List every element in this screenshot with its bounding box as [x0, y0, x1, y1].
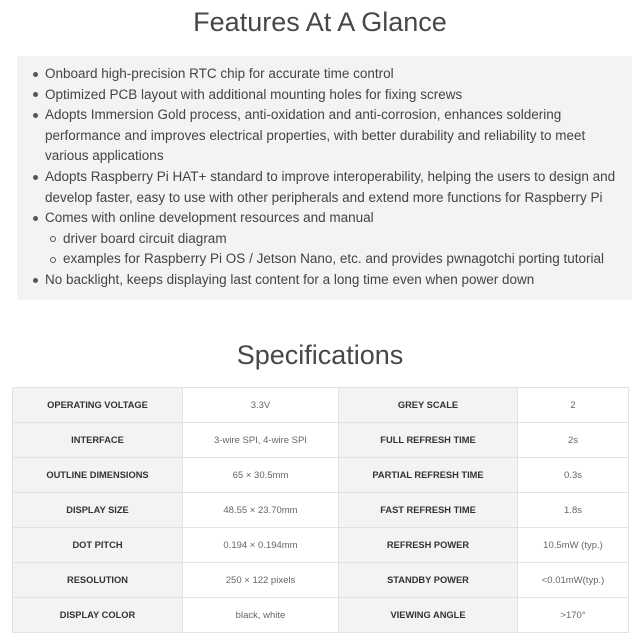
spec-value-right: >170° [518, 598, 629, 633]
spec-label-right: GREY SCALE [339, 388, 518, 423]
spec-value-right: <0.01mW(typ.) [518, 563, 629, 598]
feature-text: Optimized PCB layout with additional mounting holes for fixing screws [45, 86, 463, 102]
spec-value-right: 2s [518, 423, 629, 458]
feature-text: Onboard high-precision RTC chip for accurate time control [45, 66, 394, 81]
spec-value-left: 48.55 × 23.70mm [183, 493, 339, 528]
bullet-dot-icon [33, 278, 38, 283]
specifications-table [12, 387, 629, 633]
feature-subitem [63, 249, 625, 270]
spec-value-left: 3-wire SPI, 4-wire SPI [183, 423, 339, 458]
specifications-table-body [13, 388, 629, 633]
features-list [17, 64, 625, 291]
feature-subitem-text: examples for Raspberry Pi OS / Jetson Nano, etc. and provides pwnagotchi porting tutorial [63, 251, 605, 267]
spec-label-right: VIEWING ANGLE [339, 598, 518, 633]
spec-value-left: 3.3V [183, 388, 339, 423]
spec-value-left: 250 × 122 pixels [183, 563, 339, 598]
spec-value-right: 0.3s [518, 458, 629, 493]
feature-item [45, 270, 625, 291]
bullet-dot-icon [33, 175, 38, 180]
spec-label-left: RESOLUTION [13, 563, 183, 598]
spec-label-right: STANDBY POWER [339, 563, 518, 598]
bullet-dot-icon [33, 113, 38, 118]
feature-sublist [45, 229, 625, 270]
spec-label-right: FULL REFRESH TIME [339, 423, 518, 458]
features-heading: Features At A Glance [193, 7, 447, 37]
feature-subitem [63, 229, 625, 250]
spec-row [13, 423, 629, 458]
spec-row [13, 563, 629, 598]
bullet-circle-icon [50, 257, 56, 263]
bullet-dot-icon [33, 92, 38, 97]
spec-label-right: FAST REFRESH TIME [339, 493, 518, 528]
spec-row [13, 598, 629, 633]
spec-label-left: DISPLAY COLOR [13, 598, 183, 633]
feature-text: Comes with online development resources and manual [45, 210, 374, 226]
feature-text: Adopts Immersion Gold process, anti-oxidation and anti-corrosion, enhances soldering performance and improves electrical properties, with better durability and reliability to meet various applications [45, 107, 586, 164]
specifications-heading: Specifications [236, 340, 404, 370]
feature-item [45, 85, 625, 106]
bullet-circle-icon [50, 236, 56, 242]
feature-item [45, 208, 625, 270]
bullet-dot-icon [33, 216, 38, 221]
spec-value-left: black, white [183, 598, 339, 633]
spec-value-right: 1.8s [518, 493, 629, 528]
bullet-dot-icon [33, 72, 38, 77]
feature-text: No backlight, keeps displaying last content for a long time even when power down [45, 271, 535, 287]
spec-label-left: OPERATING VOLTAGE [13, 388, 183, 423]
spec-label-right: REFRESH POWER [339, 528, 518, 563]
spec-value-left: 65 × 30.5mm [183, 458, 339, 493]
spec-row [13, 458, 629, 493]
feature-text: Adopts Raspberry Pi HAT+ standard to improve interoperability, helping the users to design and develop faster, easy to use with other peripherals and extend more functions for Raspberry Pi [45, 168, 616, 205]
spec-row [13, 493, 629, 528]
spec-label-left: DISPLAY SIZE [13, 493, 183, 528]
feature-item [45, 64, 625, 85]
spec-value-right: 10.5mW (typ.) [518, 528, 629, 563]
spec-label-left: INTERFACE [13, 423, 183, 458]
spec-row [13, 388, 629, 423]
feature-item [45, 167, 625, 208]
spec-row [13, 528, 629, 563]
feature-subitem-text: driver board circuit diagram [63, 230, 227, 246]
spec-label-right: PARTIAL REFRESH TIME [339, 458, 518, 493]
features-panel [17, 56, 632, 300]
spec-value-left: 0.194 × 0.194mm [183, 528, 339, 563]
spec-value-right: 2 [518, 388, 629, 423]
feature-item [45, 105, 625, 167]
spec-label-left: OUTLINE DIMENSIONS [13, 458, 183, 493]
spec-label-left: DOT PITCH [13, 528, 183, 563]
